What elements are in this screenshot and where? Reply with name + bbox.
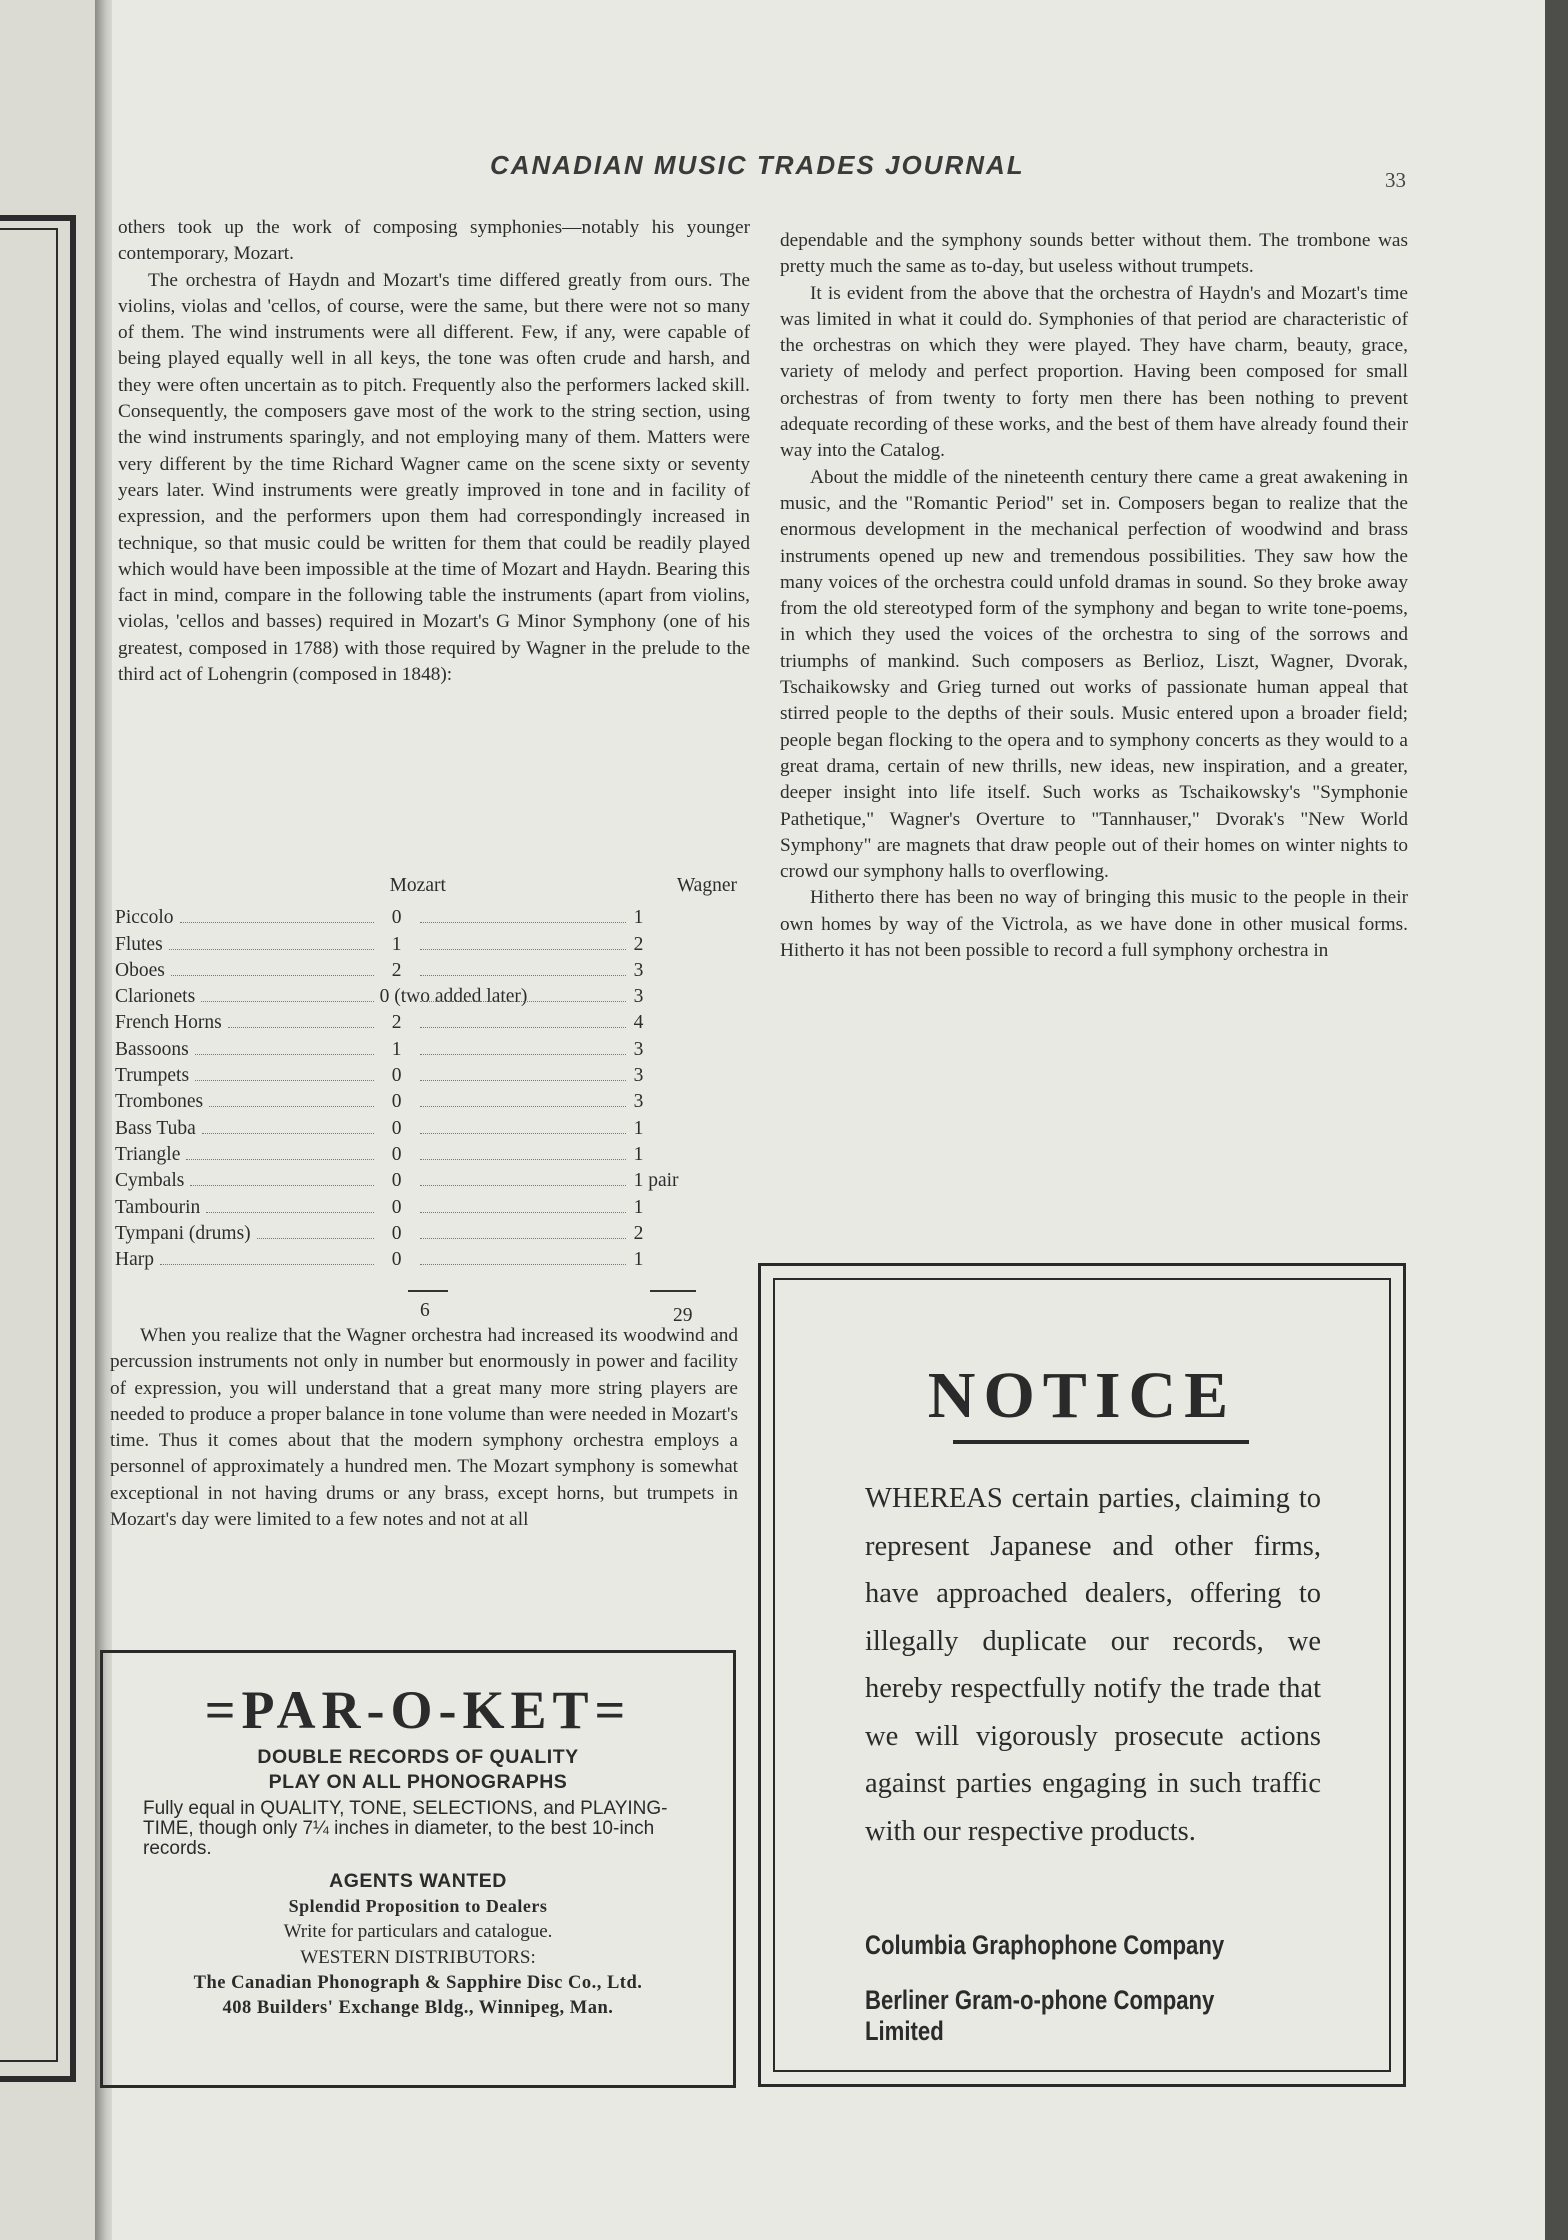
- mozart-count: 2: [391, 1012, 402, 1034]
- mozart-total-rule: [408, 1290, 448, 1292]
- instrument-name: Clarionets: [115, 986, 196, 1008]
- article-paragraph: It is evident from the above that the orchestra of Haydn's and Mozart's time was limited in what it could do. Symphonies of that period are characteristic of the orchestras on which they were played. They have charm, beauty, grace, variety of melody and perfect proportion. Having been composed for small orchestras of from twenty to forty men there has been nothing to prevent adequate recording of these works, and the best of them have already found their way into the Catalog.: [780, 282, 1408, 462]
- article-right-column: [780, 228, 1408, 964]
- wagner-count: 3: [633, 1038, 644, 1060]
- mozart-total: 6: [420, 1300, 430, 1321]
- mozart-count: 2: [391, 959, 402, 981]
- wagner-count: 1 pair: [633, 1170, 679, 1192]
- table-row: [115, 1192, 745, 1218]
- wagner-total-rule: [650, 1290, 696, 1292]
- parok-tagline-2: PLAY ON ALL PHONOGRAPHS: [268, 1771, 568, 1793]
- notice-body: WHEREAS certain parties, claiming to represent Japanese and other firms, have approached dealers, offering to illegally duplicate our records, we hereby respectfully notify the trade that we will vigorously prosecute actions against parties engaging in such traffic with our respective products.: [865, 1483, 1321, 1847]
- table-row: [115, 982, 745, 1008]
- mozart-count: 0: [391, 1222, 402, 1244]
- mozart-count: 0: [391, 1249, 402, 1271]
- table-row: [115, 1245, 745, 1271]
- instrument-name: Cymbals: [115, 1170, 185, 1192]
- page-right-edge: [1545, 0, 1568, 2240]
- notice-inner-border: [773, 1278, 1391, 2072]
- parok-write: Write for particulars and catalogue.: [283, 1921, 553, 1942]
- table-row: [115, 1087, 745, 1113]
- article-paragraph: About the middle of the nineteenth century there came a great awakening in music, and the "Romantic Period" set in. Composers began to realize that the enormous development in the mechanical perfection of woodwind and brass instruments opened up new and tremendous possibilities. They saw how the many voices of the orchestra could unfold dramas in sound. So they broke away from the old stereotyped form of the symphony and began to write tone-poems, in which they used the voices of the orchestra to sing of the sorrows and triumphs of mankind. Such composers as Berlioz, Liszt, Wagner, Dvorak, Tschaikowsky and Grieg turned out works of passionate human appeal that stirred people to the depths of their souls. Music entered upon a broader field; people began flocking to the opera and to symphony concerts as they would to a great drama, certain of new thrills, new ideas, new inspiration, and a greater, deeper insight into life itself. Such works as Tschaikowsky's "Symphonie Pathetique," Wagner's Overture to "Tannhauser," Dvorak's "New World Symphony" are magnets that draw people out of their homes on winter nights to crowd our symphony halls to overflowing.: [780, 466, 1408, 883]
- table-row: [115, 956, 745, 982]
- wagner-count: 4: [633, 1012, 644, 1034]
- mozart-count: 0: [391, 1170, 402, 1192]
- article-paragraph: others took up the work of composing symphonies—notably his younger contemporary, Mozart.: [118, 217, 750, 265]
- instrument-comparison-table: [115, 875, 745, 1271]
- mozart-count: 0: [391, 1065, 402, 1087]
- page-number: 33: [1385, 168, 1406, 192]
- notice-advertisement: [758, 1263, 1406, 2087]
- mozart-count: 0: [391, 1117, 402, 1139]
- instrument-rows: [115, 903, 745, 1271]
- wagner-count: 1: [633, 1196, 644, 1218]
- mozart-count: 0: [391, 1091, 402, 1113]
- table-row: [115, 1140, 745, 1166]
- parok-description: Fully equal in QUALITY, TONE, SELECTIONS, and PLAYING-TIME, though only 7¼ inches in diameter, to the best 10-inch records.: [143, 1798, 668, 1859]
- parok-title: =PAR-O-KET=: [204, 1680, 632, 1740]
- mozart-count: 0: [391, 1143, 402, 1165]
- wagner-count: 1: [633, 1117, 644, 1139]
- wagner-count: 2: [633, 1222, 644, 1244]
- article-paragraph: Hitherto there has been no way of bringing this music to the people in their own homes by way of the Victrola, as we have done in other musical forms. Hitherto it has not been possible to record a full symphony orchestra in: [780, 887, 1408, 962]
- article-paragraph: dependable and the symphony sounds better without them. The trombone was pretty much the same as to-day, but useless without trumpets.: [780, 230, 1408, 278]
- wagner-count: 3: [633, 1065, 644, 1087]
- instrument-name: Triangle: [115, 1143, 181, 1165]
- previous-page-inner-border: [0, 228, 58, 2062]
- article-paragraph: When you realize that the Wagner orchestra had increased its woodwind and percussion instruments not only in number but enormously in power and facility of expression, you will understand that a great many more string players are needed to produce a proper balance in tone volume than were needed in Mozart's time. Thus it comes about that the modern symphony orchestra employs a personnel of approximately a hundred men. The Mozart symphony is somewhat exceptional in not having drums or any brass, except horns, but trumpets in Mozart's day were limited to a few notes and not at all: [110, 1325, 738, 1531]
- mozart-count: 1: [391, 933, 402, 955]
- wagner-total: 29: [673, 1305, 693, 1326]
- table-row: [115, 1219, 745, 1245]
- notice-title-underline: [953, 1440, 1249, 1444]
- parok-advertisement: [100, 1650, 736, 2088]
- wagner-count: 3: [633, 959, 644, 981]
- table-row: [115, 1034, 745, 1060]
- instrument-name: Oboes: [115, 959, 165, 981]
- table-row: [115, 1061, 745, 1087]
- mozart-count: 0: [391, 907, 402, 929]
- instrument-name: Trumpets: [115, 1065, 190, 1087]
- table-row: [115, 1166, 745, 1192]
- running-head: CANADIAN MUSIC TRADES JOURNAL: [490, 150, 1025, 180]
- column-header-mozart: Mozart: [389, 875, 446, 896]
- instrument-name: Harp: [115, 1249, 154, 1271]
- table-row: [115, 1008, 745, 1034]
- instrument-name: Trombones: [115, 1091, 204, 1113]
- wagner-count: 3: [633, 986, 644, 1008]
- wagner-count: 2: [633, 933, 644, 955]
- mozart-count: 1: [391, 1038, 402, 1060]
- table-row: [115, 929, 745, 955]
- table-row: [115, 903, 745, 929]
- notice-company-columbia: Columbia Graphophone Company: [865, 1930, 1225, 1960]
- notice-title: NOTICE: [927, 1359, 1237, 1432]
- parok-tagline-1: DOUBLE RECORDS OF QUALITY: [257, 1746, 579, 1768]
- parok-distributors: WESTERN DISTRIBUTORS:: [300, 1947, 536, 1968]
- article-paragraph: The orchestra of Haydn and Mozart's time differed greatly from ours. The violins, violas and 'cellos, of course, were the same, but there were not so many of them. The wind instruments were all different. Few, if any, were capable of being played equally well in all keys, the tone was often crude and harsh, and they were often uncertain as to pitch. Frequently also the performers lacked skill. Consequently, the composers gave most of the work to the string section, using the wind instruments sparingly, and not employing many of them. Matters were very different by the time Richard Wagner came on the scene sixty or seventy years later. Wind instruments were greatly improved in tone and in facility of expression, and the performers upon them had correspondingly increased in technique, so that music could be written for them that could be readily played which would have been impossible at the time of Mozart and Haydn. Bearing this fact in mind, compare in the following table the instruments (apart from violins, violas, 'cellos and basses) required in Mozart's G Minor Symphony (one of his greatest, composed in 1788) with those required by Wagner in the prelude to the third act of Lohengrin (composed in 1848):: [118, 269, 750, 686]
- parok-proposition: Splendid Proposition to Dealers: [288, 1896, 548, 1916]
- article-left-column-continued: [110, 1323, 738, 1533]
- parok-company: The Canadian Phonograph & Sapphire Disc Co., Ltd.: [193, 1973, 643, 1993]
- column-header-wagner: Wagner: [676, 875, 737, 896]
- wagner-count: 1: [633, 1143, 644, 1165]
- notice-company-berliner: Berliner Gram-o-phone Company Limited: [865, 1985, 1215, 2046]
- mozart-count: 0 (two added later): [379, 986, 528, 1008]
- instrument-name: Bassoons: [115, 1038, 189, 1060]
- instrument-name: Tympani (drums): [115, 1222, 251, 1244]
- instrument-name: Piccolo: [115, 907, 174, 929]
- article-left-column: [118, 215, 750, 688]
- previous-page-edge: [0, 0, 100, 2240]
- parok-address: 408 Builders' Exchange Bldg., Winnipeg, Man.: [222, 1998, 614, 2018]
- instrument-name: Bass Tuba: [115, 1117, 196, 1139]
- instrument-name: French Horns: [115, 1012, 222, 1034]
- instrument-name: Tambourin: [115, 1196, 201, 1218]
- table-row: [115, 1113, 745, 1139]
- wagner-count: 1: [633, 907, 644, 929]
- parok-agents-wanted: AGENTS WANTED: [329, 1870, 507, 1892]
- wagner-count: 3: [633, 1091, 644, 1113]
- mozart-count: 0: [391, 1196, 402, 1218]
- instrument-name: Flutes: [115, 933, 163, 955]
- wagner-count: 1: [633, 1249, 644, 1271]
